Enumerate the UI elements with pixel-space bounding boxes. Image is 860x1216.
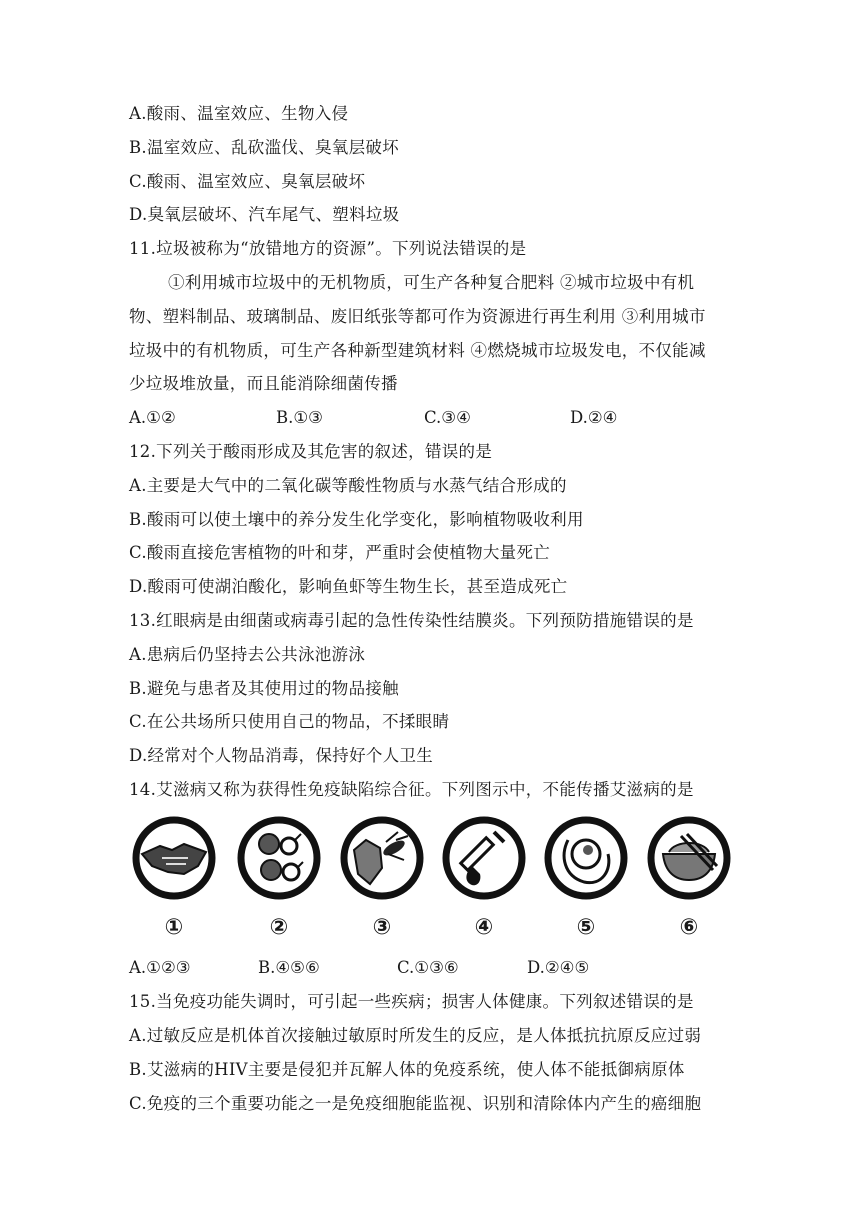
q10-option-c: C.酸雨、温室效应、臭氧层破坏 [129,172,366,191]
q12-option-d: D.酸雨可使湖泊酸化，影响鱼虾等生物生长，甚至造成死亡 [129,577,568,596]
q14-figure [643,810,735,950]
q14-stem: 14.艾滋病又称为获得性免疫缺陷综合征。下列图示中，不能传播艾滋病的是 [129,780,694,799]
q14-figure [336,810,428,950]
syringe-blood-icon [438,810,530,910]
q14-figure-number: ③ [372,915,392,940]
q14-figure [233,810,325,950]
shared-meal-icon [643,810,735,910]
q11-option-d: D.②④ [570,408,618,427]
q14-option-b: B.④⑤⑥ [258,958,320,977]
mother-baby-icon [540,810,632,910]
q14-figure-number: ④ [474,915,494,940]
q11-option-c: C.③④ [424,408,471,427]
q14-figure-number: ⑥ [679,915,699,940]
q14-figure [540,810,632,950]
q10-option-d: D.臭氧层破坏、汽车尾气、塑料垃圾 [129,205,400,224]
q15-option-a: A.过敏反应是机体首次接触过敏原时所发生的反应，是人体抵抗抗原反应过弱 [129,1026,702,1045]
q12-option-b: B.酸雨可以使土壤中的养分发生化学变化，影响植物吸收利用 [129,510,584,529]
handshake-icon [128,810,220,910]
q11-option-b: B.①③ [276,408,323,427]
q14-icon-row [128,810,728,950]
q15-option-b: B.艾滋病的HIV主要是侵犯并瓦解人体的免疫系统，使人体不能抵御病原体 [129,1060,685,1079]
q12-stem: 12.下列关于酸雨形成及其危害的叙述，错误的是 [129,442,493,461]
q11-body-line: ①利用城市垃圾中的无机物质，可生产各种复合肥料 ②城市垃圾中有机 [168,273,695,292]
q10-option-b: B.温室效应、乱砍滥伐、臭氧层破坏 [129,138,399,157]
q11-option-a: A.①② [129,408,176,427]
q15-option-c: C.免疫的三个重要功能之一是免疫细胞能监视、识别和清除体内产生的癌细胞 [129,1094,702,1113]
mosquito-bite-icon [336,810,428,910]
q14-option-d: D.②④⑤ [527,958,590,977]
q13-option-b: B.避免与患者及其使用过的物品接触 [129,679,399,698]
q14-figure-number: ⑤ [576,915,596,940]
q11-body-line: 物、塑料制品、玻璃制品、废旧纸张等都可作为资源进行再生利用 ③利用城市 [129,307,706,326]
q13-option-a: A.患病后仍坚持去公共泳池游泳 [129,645,366,664]
q14-option-c: C.①③⑥ [397,958,459,977]
q11-stem: 11.垃圾被称为“放错地方的资源”。下列说法错误的是 [129,239,527,258]
q13-option-d: D.经常对个人物品消毒，保持好个人卫生 [129,746,434,765]
q11-body-line: 垃圾中的有机物质，可生产各种新型建筑材料 ④燃烧城市垃圾发电，不仅能减 [129,341,706,360]
q10-option-a: A.酸雨、温室效应、生物入侵 [129,104,349,123]
couple-icon [233,810,325,910]
q12-option-c: C.酸雨直接危害植物的叶和芽，严重时会使植物大量死亡 [129,543,551,562]
q14-figure [128,810,220,950]
q13-option-c: C.在公共场所只使用自己的物品，不揉眼睛 [129,712,450,731]
q13-stem: 13.红眼病是由细菌或病毒引起的急性传染性结膜炎。下列预防措施错误的是 [129,611,694,630]
q14-figure [438,810,530,950]
q14-figure-number: ① [164,915,184,940]
q12-option-a: A.主要是大气中的二氧化碳等酸性物质与水蒸气结合形成的 [129,476,567,495]
q14-option-a: A.①②③ [129,958,191,977]
q14-figure-number: ② [269,915,289,940]
q11-body-line: 少垃圾堆放量，而且能消除细菌传播 [129,374,398,393]
q15-stem: 15.当免疫功能失调时，可引起一些疾病；损害人体健康。下列叙述错误的是 [129,992,694,1011]
